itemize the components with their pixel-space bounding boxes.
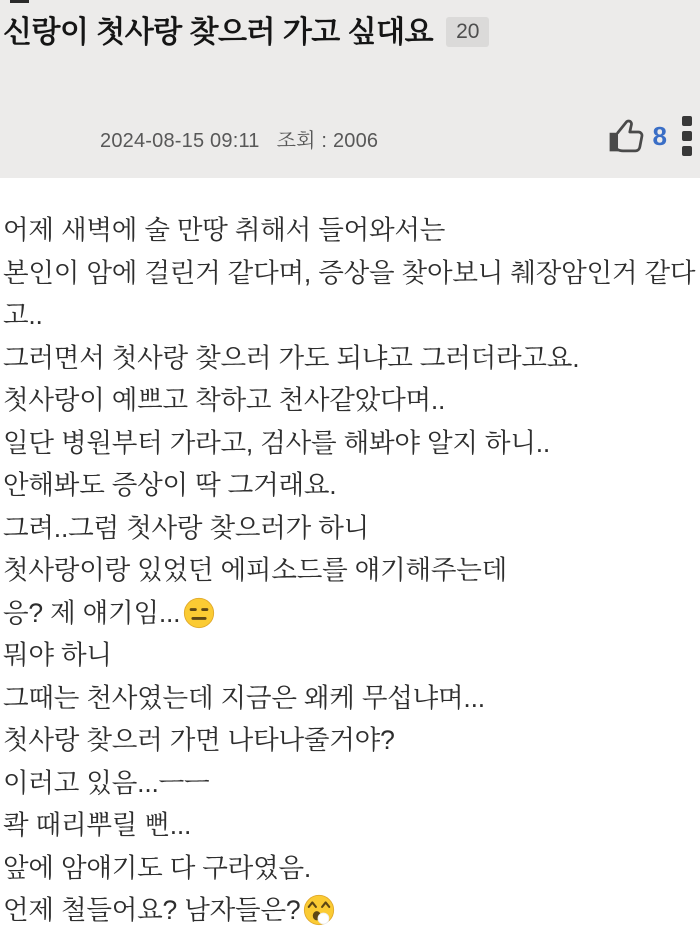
paragraph [3,422,697,465]
paragraph-text: 일단 병원부터 가라고, 검사를 해봐야 알지 하니.. [3,427,551,458]
paragraph-text: 콱 때리뿌릴 뻔... [3,810,192,840]
paragraph-text: 언제 철들어요? 남자들은? [3,895,301,925]
paragraph-text: 첫사랑이랑 있었던 에피소드를 얘기해주는데 [3,555,508,585]
meta-row [0,111,700,171]
paragraph [3,804,697,847]
paragraph-text: 안해봐도 증상이 딱 그거래요. [3,470,337,500]
kebab-menu-icon[interactable] [682,116,692,160]
paragraph [3,847,697,890]
paragraph [3,252,697,337]
paragraph-text: 응? 제 얘기임... [3,597,181,628]
paragraph [3,209,697,252]
paragraph-text: 본인이 암에 걸린거 같다며, 증상을 찾아보니 췌장암인거 같다고.. [3,257,696,330]
kebab-dot [682,146,692,156]
post-meta [100,124,378,153]
paragraph-text: 첫사랑이 예쁘고 착하고 천사같았다며.. [3,385,446,415]
title-row [0,0,700,51]
paragraph-text: 그려..그럼 첫사랑 찾으러가 하니 [3,512,369,543]
paragraph-text: 뭐야 하니 [3,640,112,670]
post-date: 2024-08-15 09:11 [100,130,260,152]
paragraph [3,634,697,677]
paragraph [3,464,697,507]
thumbs-up-icon [608,118,650,154]
paragraph [3,889,697,932]
paragraph [3,677,697,720]
view-count: 조회 : 2006 [276,130,379,152]
paragraph-text: 그때는 천사였는데 지금은 왜케 무섭냐며... [3,682,485,713]
paragraph-text: 이러고 있음...ㅡㅡ [3,767,210,798]
paragraph [3,762,697,805]
comment-count-badge[interactable]: 20 [446,17,489,47]
paragraph [3,507,697,550]
kebab-dot [682,116,692,126]
expressionless-face-emoji [183,597,215,629]
paragraph [3,592,697,635]
paragraph [3,337,697,380]
kebab-dot [682,131,692,141]
paragraph-text: 어제 새벽에 술 만땅 취해서 들어와서는 [3,215,446,245]
post-header [0,0,700,178]
like-count: 8 [652,121,667,151]
crop-artifact [10,0,29,3]
paragraph-text: 앞에 암얘기도 다 구라였음. [3,852,312,883]
paragraph-text: 첫사랑 찾으러 가면 나타나줄거야? [3,725,395,755]
paragraph-text: 그러면서 첫사랑 찾으러 가도 되냐고 그러더라고요. [3,342,580,373]
paragraph [3,549,697,592]
post-body [0,178,700,932]
page-title: 신랑이 첫사랑 찾으러 가고 싶대요 [3,16,434,49]
paragraph [3,379,697,422]
paragraph [3,719,697,762]
yawning-face-emoji [303,894,335,926]
like-button[interactable] [608,118,667,154]
